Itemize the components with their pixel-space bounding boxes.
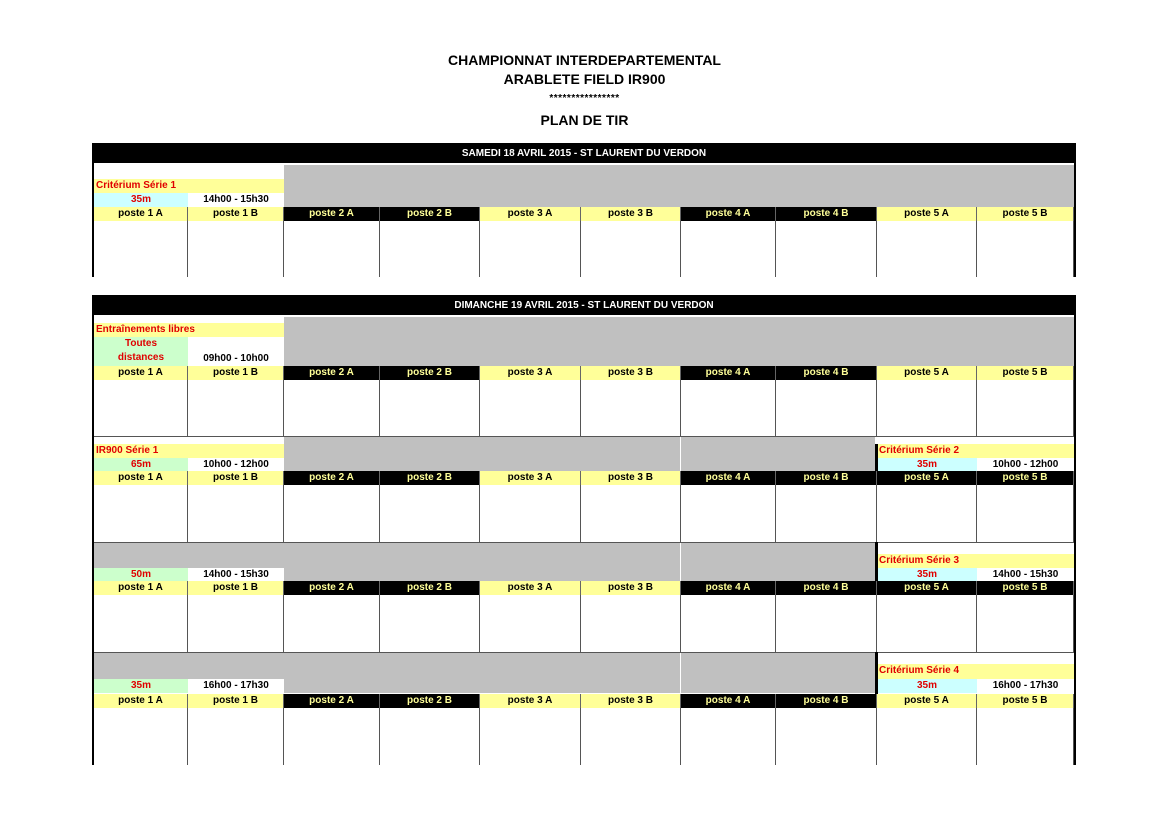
saturday-time: 14h00 - 15h30: [188, 193, 284, 207]
poste-label: poste 5 B: [977, 694, 1074, 708]
poste-label: poste 5 A: [877, 471, 977, 485]
poste-label: poste 1 B: [188, 694, 284, 708]
poste-label: poste 2 A: [284, 471, 380, 485]
poste-cell: [977, 595, 1074, 652]
poste-cell: [284, 221, 380, 277]
poste-label: poste 3 A: [480, 471, 581, 485]
poste-label: poste 4 B: [776, 366, 877, 380]
block4-right-time: 16h00 - 17h30: [977, 679, 1074, 693]
poste-label: poste 1 A: [94, 694, 188, 708]
sunday-header: DIMANCHE 19 AVRIL 2015 - ST LAURENT DU VERDON: [94, 297, 1074, 315]
poste-label: poste 5 B: [977, 581, 1074, 595]
poste-cell: [581, 595, 681, 652]
poste-cell: [877, 485, 977, 542]
poste-label: poste 3 A: [480, 366, 581, 380]
poste-cell: [380, 708, 480, 765]
poste-cell: [480, 380, 581, 436]
sunday-plan: [92, 295, 1076, 765]
poste-label: poste 1 B: [188, 471, 284, 485]
gray-band: [284, 317, 1074, 366]
saturday-event: Critérium Série 1: [94, 179, 284, 193]
gray-band: [681, 437, 875, 471]
poste-label: poste 5 A: [877, 581, 977, 595]
poste-label: poste 2 A: [284, 366, 380, 380]
poste-cell: [877, 595, 977, 652]
poste-label: poste 3 B: [581, 207, 681, 221]
poste-cell: [188, 485, 284, 542]
poste-label: poste 4 A: [681, 694, 776, 708]
poste-label: poste 1 A: [94, 207, 188, 221]
poste-label: poste 3 B: [581, 694, 681, 708]
poste-label: poste 4 A: [681, 581, 776, 595]
poste-cell: [977, 221, 1074, 277]
poste-label: poste 1 B: [188, 366, 284, 380]
poste-cell: [977, 380, 1074, 436]
poste-label: poste 5 B: [977, 207, 1074, 221]
gray-band: [284, 437, 680, 471]
block2-right-time: 10h00 - 12h00: [977, 458, 1074, 471]
poste-cell: [681, 380, 776, 436]
block4-right-distance: 35m: [877, 679, 977, 693]
poste-cell: [284, 380, 380, 436]
poste-label: poste 5 B: [977, 471, 1074, 485]
poste-label: poste 3 A: [480, 207, 581, 221]
poste-label: poste 1 B: [188, 581, 284, 595]
poste-label: poste 3 B: [581, 366, 681, 380]
poste-cell: [776, 708, 877, 765]
poste-cell: [284, 485, 380, 542]
block3-time: 14h00 - 15h30: [188, 568, 284, 581]
poste-cell: [380, 595, 480, 652]
gray-band: [681, 543, 875, 581]
poste-cell: [188, 380, 284, 436]
poste-cell: [581, 221, 681, 277]
poste-label: poste 5 A: [877, 366, 977, 380]
poste-cell: [480, 485, 581, 542]
title-line-3: PLAN DE TIR: [540, 112, 629, 128]
poste-cell: [776, 221, 877, 277]
block3-right-event: Critérium Série 3: [877, 554, 1074, 568]
block4-time: 16h00 - 17h30: [188, 679, 284, 693]
poste-cell: [581, 380, 681, 436]
block3-right-distance: 35m: [877, 568, 977, 581]
poste-label: poste 4 B: [776, 207, 877, 221]
poste-cell: [877, 380, 977, 436]
poste-label: poste 3 A: [480, 694, 581, 708]
poste-label: poste 2 B: [380, 581, 480, 595]
poste-label: poste 4 B: [776, 581, 877, 595]
poste-cell: [977, 485, 1074, 542]
poste-label: poste 1 B: [188, 207, 284, 221]
poste-cell: [94, 485, 188, 542]
poste-label: poste 2 B: [380, 694, 480, 708]
block2-distance: 65m: [94, 458, 188, 471]
poste-cell: [380, 380, 480, 436]
poste-cell: [94, 595, 188, 652]
gray-band: [284, 165, 1074, 207]
poste-cell: [681, 595, 776, 652]
poste-label: poste 4 A: [681, 471, 776, 485]
poste-cell: [681, 708, 776, 765]
poste-label: poste 5 A: [877, 207, 977, 221]
title-line-2: ARABLETE FIELD IR900: [503, 71, 666, 87]
block3-distance: 50m: [94, 568, 188, 581]
block2-right-distance: 35m: [877, 458, 977, 471]
poste-label: poste 2 B: [380, 471, 480, 485]
poste-label: poste 1 A: [94, 366, 188, 380]
poste-cell: [581, 485, 681, 542]
block1-time: 09h00 - 10h00: [188, 352, 284, 366]
poste-cell: [380, 485, 480, 542]
poste-cell: [776, 595, 877, 652]
poste-cell: [977, 708, 1074, 765]
poste-cell: [480, 595, 581, 652]
poste-label: poste 2 A: [284, 694, 380, 708]
poste-cell: [776, 485, 877, 542]
poste-label: poste 3 B: [581, 471, 681, 485]
poste-label: poste 3 A: [480, 581, 581, 595]
poste-label: poste 2 B: [380, 207, 480, 221]
poste-label: poste 2 A: [284, 581, 380, 595]
poste-cell: [188, 595, 284, 652]
block2-time: 10h00 - 12h00: [188, 458, 284, 471]
poste-cell: [284, 595, 380, 652]
poste-cell: [877, 708, 977, 765]
poste-label: poste 4 B: [776, 471, 877, 485]
block2-event: IR900 Série 1: [94, 444, 284, 458]
poste-cell: [776, 380, 877, 436]
poste-cell: [480, 708, 581, 765]
block4-distance: 35m: [94, 679, 188, 693]
saturday-header: SAMEDI 18 AVRIL 2015 - ST LAURENT DU VERDON: [94, 145, 1074, 163]
poste-cell: [94, 221, 188, 277]
poste-cell: [188, 221, 284, 277]
gray-band: [681, 653, 875, 693]
poste-cell: [94, 708, 188, 765]
poste-cell: [284, 708, 380, 765]
poste-label: poste 4 B: [776, 694, 877, 708]
title-stars: ****************: [549, 93, 620, 104]
poste-label: poste 2 A: [284, 207, 380, 221]
block1-distance-2: distances: [94, 351, 188, 366]
saturday-distance: 35m: [94, 193, 188, 207]
poste-label: poste 3 B: [581, 581, 681, 595]
poste-cell: [581, 708, 681, 765]
poste-label: poste 5 A: [877, 694, 977, 708]
poste-cell: [188, 708, 284, 765]
poste-label: poste 5 B: [977, 366, 1074, 380]
poste-label: poste 1 A: [94, 581, 188, 595]
block4-right-event: Critérium Série 4: [877, 664, 1074, 679]
poste-cell: [681, 485, 776, 542]
block3-right-time: 14h00 - 15h30: [977, 568, 1074, 581]
poste-cell: [877, 221, 977, 277]
poste-cell: [94, 380, 188, 436]
poste-label: poste 4 A: [681, 207, 776, 221]
block1-event: Entraînements libres: [94, 323, 284, 337]
poste-cell: [681, 221, 776, 277]
poste-cell: [480, 221, 581, 277]
block2-right-event: Critérium Série 2: [877, 444, 1074, 458]
saturday-plan: [92, 143, 1076, 277]
poste-label: poste 2 B: [380, 366, 480, 380]
poste-label: poste 1 A: [94, 471, 188, 485]
poste-label: poste 4 A: [681, 366, 776, 380]
poste-cell: [380, 221, 480, 277]
block1-distance-1: Toutes: [94, 337, 188, 351]
title-line-1: CHAMPIONNAT INTERDEPARTEMENTAL: [448, 52, 721, 68]
